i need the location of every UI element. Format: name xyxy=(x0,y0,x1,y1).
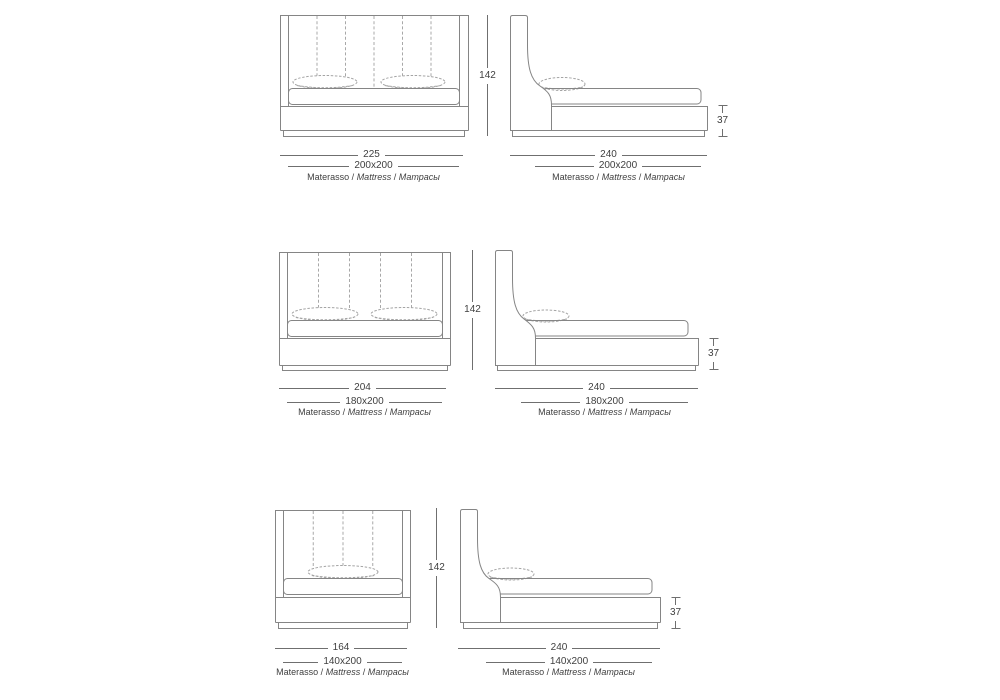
dim-value: 37 xyxy=(707,348,720,359)
label-separator: / xyxy=(360,667,368,677)
label-ru: Матрасы xyxy=(593,667,635,677)
label-separator: / xyxy=(340,407,348,417)
plinth xyxy=(464,623,658,629)
plinth xyxy=(284,131,465,137)
bed-140x200-side-view xyxy=(461,510,661,629)
mattress xyxy=(289,89,460,105)
dim-value: 37 xyxy=(669,607,682,618)
dim-value: 37 xyxy=(716,115,729,126)
headboard-profile xyxy=(496,251,536,366)
dim-value: 240 xyxy=(600,149,617,160)
mattress xyxy=(521,321,688,337)
bed-140x200-front-view xyxy=(276,511,411,629)
dim-value: 140x200 xyxy=(323,656,362,667)
mattress xyxy=(288,321,443,337)
dim-value: 225 xyxy=(363,149,380,160)
label-ru: Матрасы xyxy=(389,407,431,417)
dim-base-height xyxy=(711,105,734,137)
label-separator: / xyxy=(636,172,644,182)
label-it: Materasso xyxy=(552,172,595,182)
label-en: Mattress xyxy=(356,172,392,182)
mattress-label xyxy=(528,172,709,183)
mattress-label xyxy=(252,667,433,678)
mattress-label xyxy=(283,172,464,183)
label-it: Materasso xyxy=(538,407,581,417)
dim-value: 204 xyxy=(354,382,371,393)
bed-200x200-side-view xyxy=(511,16,708,137)
label-separator: / xyxy=(391,172,399,182)
label-separator: / xyxy=(349,172,357,182)
dim-value: 200x200 xyxy=(354,160,393,171)
mattress-label xyxy=(478,667,659,678)
mattress-label xyxy=(274,407,455,418)
label-ru: Матрасы xyxy=(629,407,671,417)
label-separator: / xyxy=(544,667,552,677)
dim-value: 140x200 xyxy=(549,656,589,667)
label-separator: / xyxy=(622,407,630,417)
headboard-profile xyxy=(511,16,552,131)
plinth xyxy=(513,131,705,137)
dim-value: 142 xyxy=(464,304,481,315)
mattress-label xyxy=(514,407,695,418)
label-ru: Матрасы xyxy=(367,667,409,677)
pillow-right xyxy=(381,76,445,89)
label-separator: / xyxy=(580,407,588,417)
label-it: Materasso xyxy=(276,667,319,677)
dim-value: 240 xyxy=(550,642,568,653)
label-separator: / xyxy=(382,407,390,417)
pillow-left xyxy=(292,308,358,321)
dim-value: 240 xyxy=(588,382,605,393)
dim-height xyxy=(474,15,501,136)
base-frame xyxy=(276,598,411,623)
pillow-left xyxy=(293,76,357,89)
mattress xyxy=(486,579,652,595)
label-separator: / xyxy=(594,172,602,182)
dim-base-height xyxy=(702,338,725,370)
label-en: Mattress xyxy=(601,172,637,182)
dim-value: 180x200 xyxy=(585,396,624,407)
dim-height xyxy=(423,508,450,628)
label-it: Materasso xyxy=(307,172,350,182)
plinth xyxy=(279,623,408,629)
pillow xyxy=(308,566,378,579)
label-separator: / xyxy=(586,667,594,677)
label-separator: / xyxy=(318,667,326,677)
bed-180x200-side-view xyxy=(496,251,699,371)
label-en: Mattress xyxy=(325,667,361,677)
pillow-right xyxy=(371,308,437,321)
label-ru: Матрасы xyxy=(398,172,440,182)
base-frame xyxy=(281,107,469,131)
headboard-inner-panels xyxy=(288,253,443,339)
dim-value: 142 xyxy=(479,69,496,81)
dim-value: 164 xyxy=(332,642,350,653)
dim-base-height xyxy=(664,597,687,629)
dim-value: 180x200 xyxy=(345,396,384,407)
headboard-profile xyxy=(461,510,501,623)
label-it: Materasso xyxy=(298,407,341,417)
dim-value: 142 xyxy=(428,562,445,573)
plinth xyxy=(283,366,448,371)
label-en: Mattress xyxy=(587,407,623,417)
dim-height xyxy=(459,250,486,370)
bed-180x200-front-view xyxy=(280,253,451,371)
bed-200x200-front-view xyxy=(281,16,469,137)
mattress xyxy=(284,579,403,595)
base-frame xyxy=(280,339,451,366)
label-ru: Матрасы xyxy=(643,172,685,182)
label-en: Mattress xyxy=(551,667,587,677)
dim-value: 200x200 xyxy=(598,160,638,171)
label-it: Materasso xyxy=(502,667,545,677)
mattress xyxy=(543,89,701,105)
label-en: Mattress xyxy=(347,407,383,417)
plinth xyxy=(498,366,696,371)
